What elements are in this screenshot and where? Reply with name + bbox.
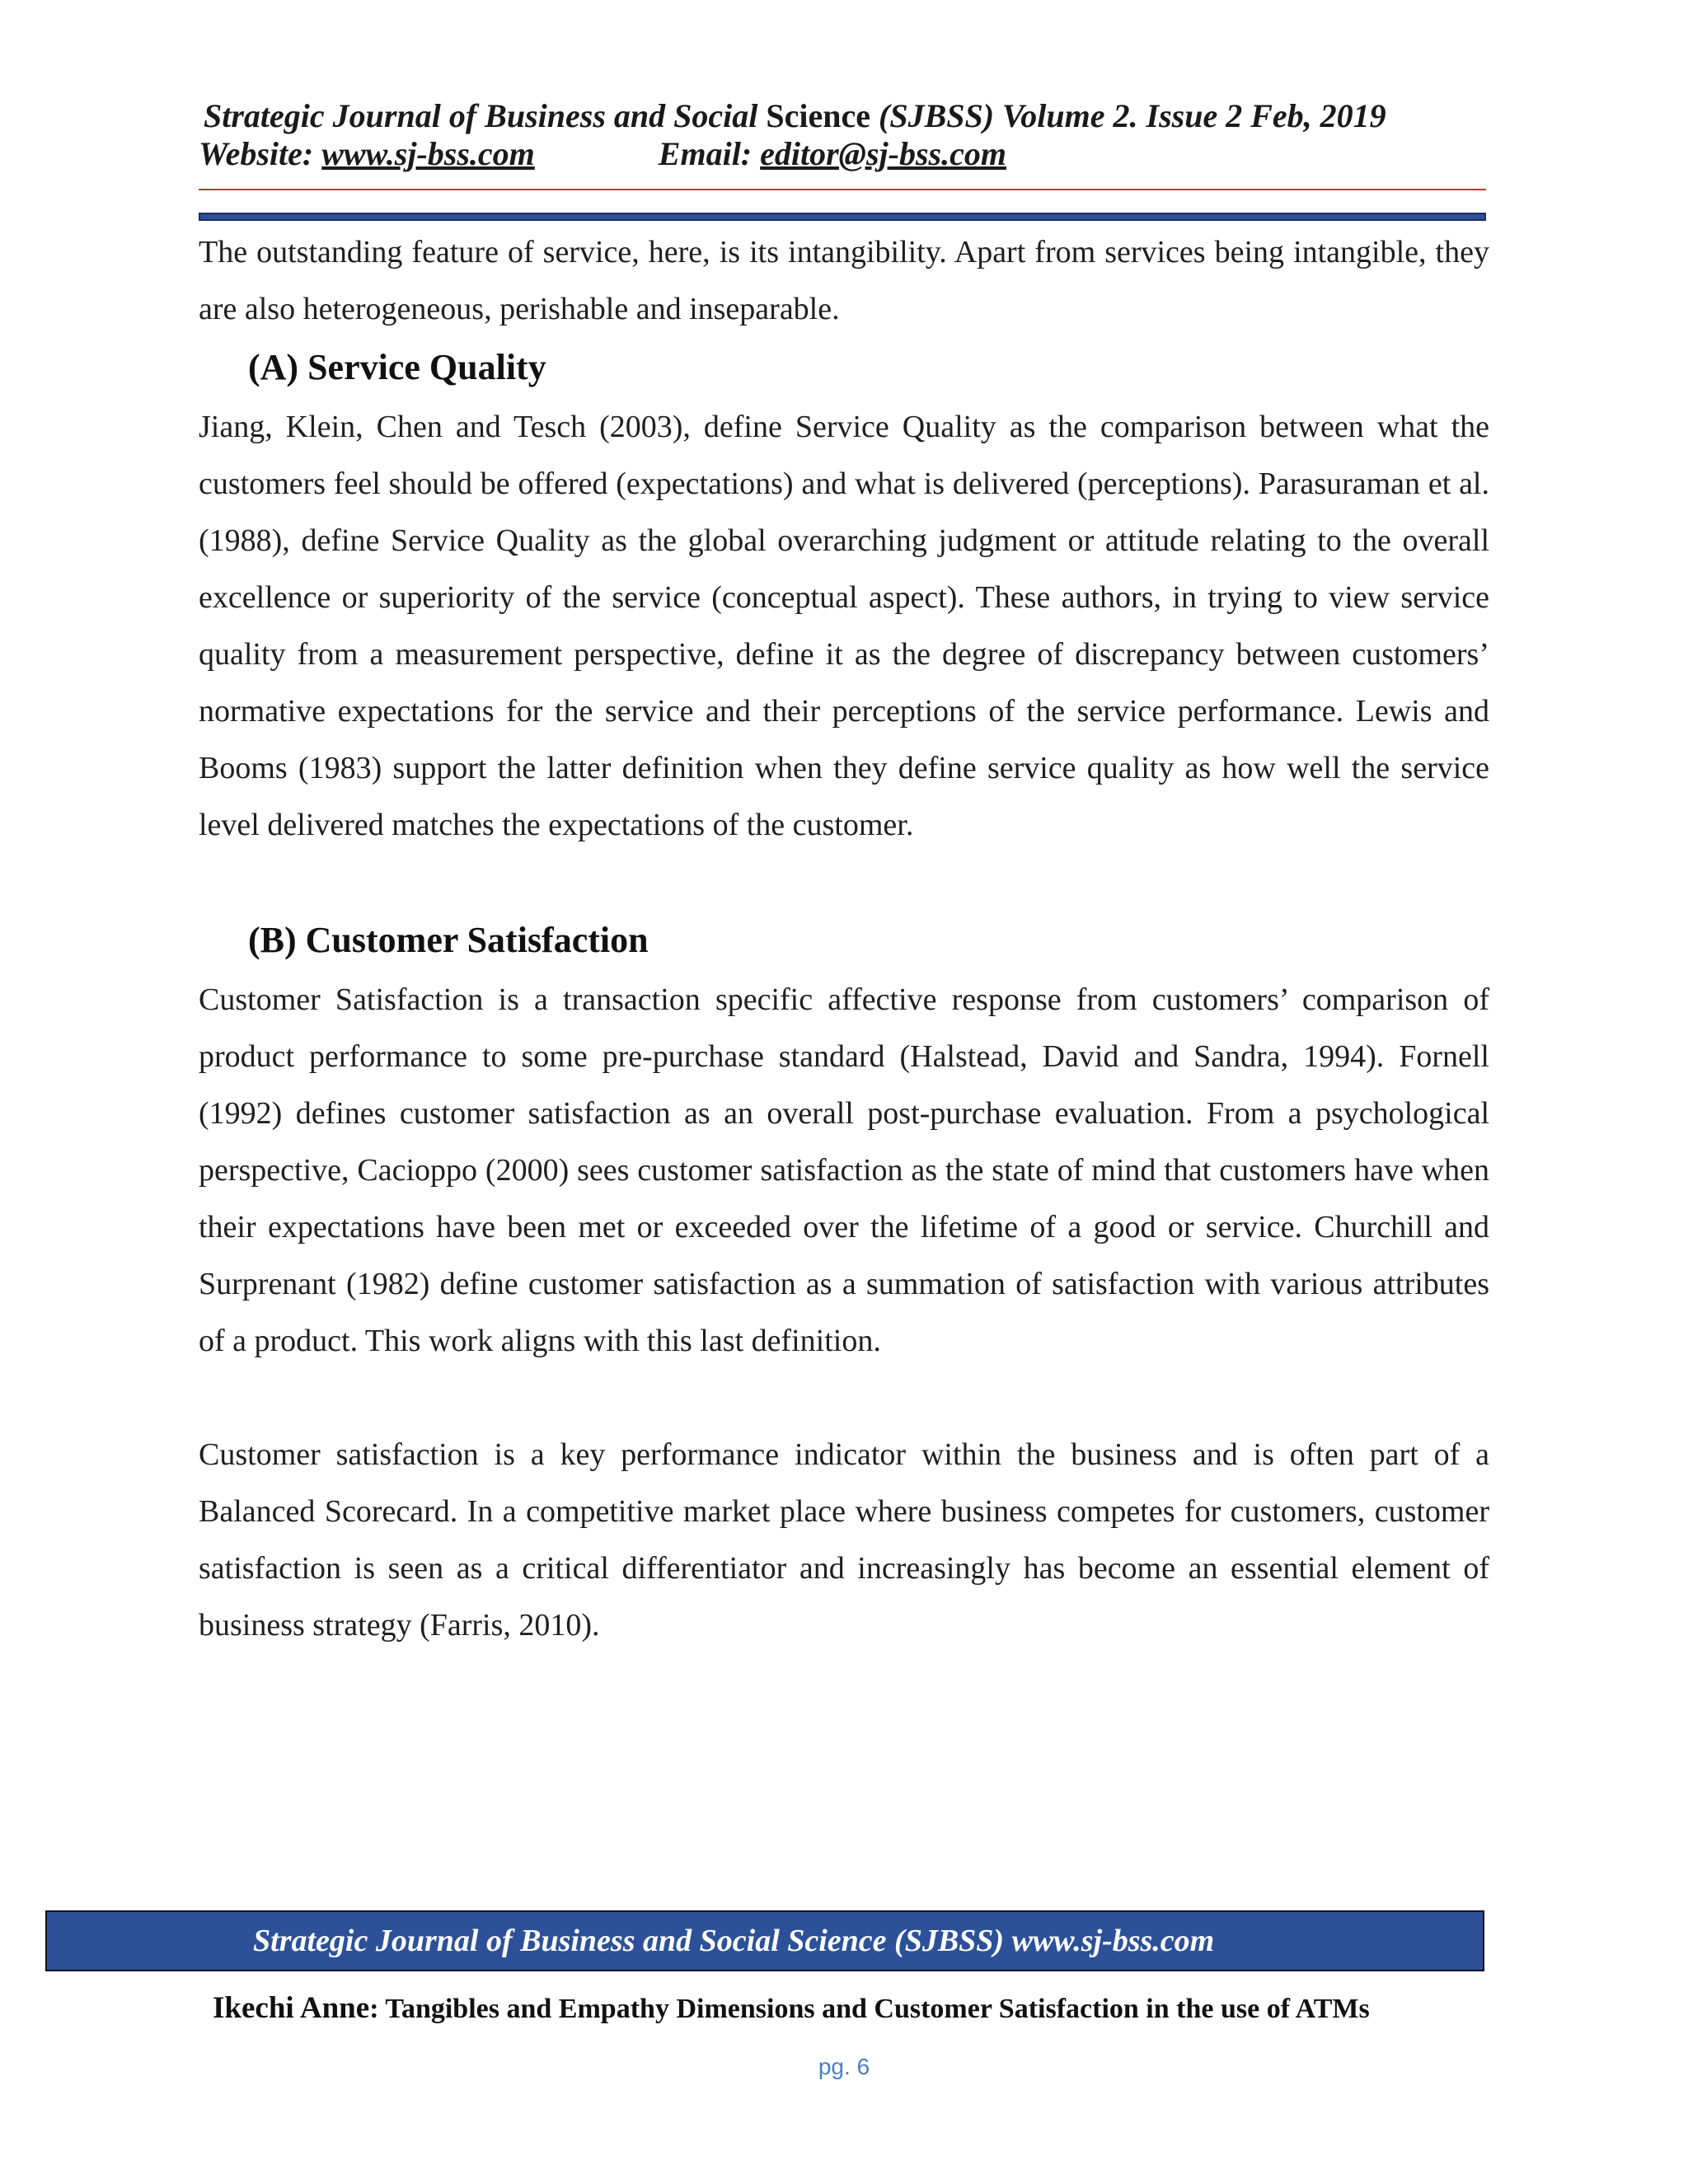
spacer [199, 854, 1489, 911]
page-body [199, 224, 1489, 1654]
section-a-paragraph: Jiang, Klein, Chen and Tesch (2003), define Service Quality as the comparison between what the customers feel should be offered (expectations) and what is delivered (perceptions). Parasuraman et al. (1988), define Service Quality as the global overarching judgment or attitude relating to the overall excellence or superiority of the service (conceptual aspect). These authors, in trying to view service quality from a measurement perspective, define it as the degree of discrepancy between customers’ normative expectations for the service and their perceptions of the service performance. Lewis and Booms (1983) support the latter definition when they define service quality as how well the service level delivered matches the expectations of the customer. [199, 410, 1489, 842]
email-label: Email: [658, 135, 753, 172]
section-b-heading: (B) Customer Satisfaction [248, 920, 649, 960]
section-a-heading: (A) Service Quality [248, 347, 546, 387]
page-number: pg. 6 [818, 2054, 870, 2079]
footer-article-citation [213, 1990, 1370, 2028]
website-label: Website: [199, 135, 314, 172]
intro-paragraph: The outstanding feature of service, here, is its intangibility. Apart from services being intangible, they are also heterogeneous, perishable and inseparable. [199, 235, 1489, 326]
spacer [199, 1370, 1489, 1427]
journal-title-italic: Strategic Journal of Business and Social [204, 97, 758, 134]
footer-journal-text: Strategic Journal of Business and Social Science (SJBSS) www.sj-bss.com [253, 1924, 1215, 1958]
footer-article-title: : Tangibles and Empathy Dimensions and Customer Satisfaction in the use of ATMs [369, 1994, 1370, 2024]
footer-author-name: Ikechi Anne [213, 1991, 370, 2025]
section-b-paragraph-1: Customer Satisfaction is a transaction specific affective response from customers’ comparison of product performance to some pre-purchase standard (Halstead, David and Sandra, 1994). Fornell (1992) defines customer satisfaction as an overall post-purchase evaluation. From a psychological perspective, Cacioppo (2000) sees customer satisfaction as the state of mind that customers have when their expectations have been met or exceeded over the lifetime of a good or service. Churchill and Surprenant (1982) define customer satisfaction as a summation of satisfaction with various attributes of a product. This work aligns with this last definition. [199, 982, 1489, 1358]
footer-journal-bar [45, 1910, 1484, 1971]
journal-issue: (SJBSS) Volume 2. Issue 2 Feb, 2019 [879, 97, 1386, 134]
header-red-rule [199, 189, 1486, 190]
header-blue-rule [199, 213, 1486, 221]
email-link[interactable]: editor@sj-bss.com [760, 135, 1006, 172]
section-b-paragraph-2: Customer satisfaction is a key performance indicator within the business and is often part of a Balanced Scorecard. In a competitive market place where business competes for customers, customer satisfaction is seen as a critical differentiator and increasingly has become an essential element of business strategy (Farris, 2010). [199, 1437, 1489, 1643]
website-link[interactable]: www.sj-bss.com [321, 135, 535, 172]
journal-title-plain: Science [766, 97, 870, 134]
journal-contact-line [199, 135, 1493, 173]
journal-header [199, 97, 1493, 173]
journal-title-line [199, 97, 1493, 135]
